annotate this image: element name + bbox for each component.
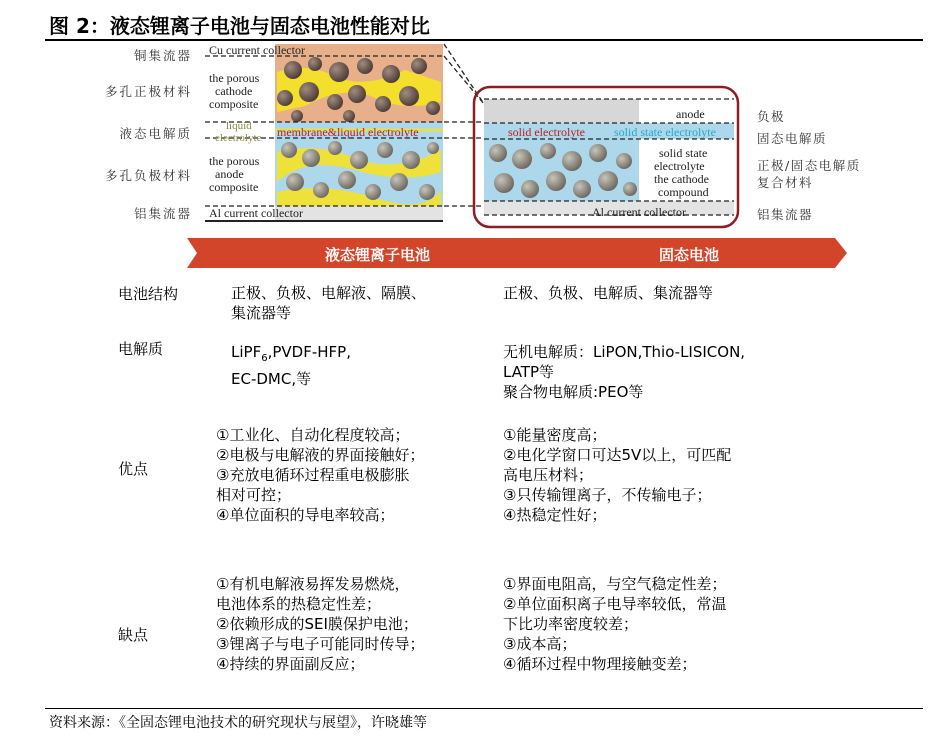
title-rule bbox=[45, 39, 923, 41]
comparison-header-band bbox=[187, 238, 847, 268]
header-liquid-battery: 液态锂离子电池 bbox=[325, 246, 431, 264]
en-al-collector: Al current collector bbox=[209, 206, 303, 220]
label-solid-electrolyte: 固态电解质 bbox=[757, 131, 828, 146]
cell-disadvantages-solid: ①界面电阻高，与空气稳定性差； ②单位面积离子电导率较低，常温 下比功率密度较差； ③成本高； ④循环过程中物理接触变差； bbox=[503, 575, 727, 673]
en-al-collector-right: Al current collector bbox=[592, 205, 686, 219]
en-cathode-3: composite bbox=[209, 97, 259, 111]
label-porous-cathode: 多孔正极材料 bbox=[104, 84, 192, 99]
en-membrane: membrane&liquid electrolyte bbox=[277, 125, 419, 139]
electrolyte-liquid-rest: ,PVDF-HFP, EC-DMC,等 bbox=[231, 343, 351, 388]
en-liquid-2: electrolyte bbox=[215, 132, 262, 144]
en-composite-4: compound bbox=[658, 185, 709, 199]
cell-advantages-solid: ①能量密度高； ②电化学窗口可达5V以上，可匹配 高电压材料； ③只传输锂离子，不传输电子； ④热稳定性好； bbox=[503, 426, 732, 524]
header-solid-battery: 固态电池 bbox=[659, 246, 720, 264]
label-cathode-electrolyte: 正极/固态电解质 bbox=[757, 158, 861, 173]
figure-title: 图 2：液态锂离子电池与固态电池性能对比 bbox=[49, 14, 430, 38]
row-head-advantages: 优点 bbox=[118, 460, 149, 478]
cell-electrolyte-solid: 无机电解质：LiPON,Thio-LISICON, LATP等 聚合物电解质:PEO等 bbox=[503, 343, 746, 401]
en-composite-3: the cathode bbox=[654, 172, 709, 186]
source-note: 资料来源：《全固态锂电池技术的研究现状与展望》，许晓雄等 bbox=[49, 715, 427, 731]
en-composite-2: electrolyte bbox=[654, 159, 705, 173]
en-anode: anode bbox=[676, 107, 705, 121]
en-anode-1: the porous bbox=[209, 154, 260, 168]
en-cathode-1: the porous bbox=[209, 71, 260, 85]
row-head-electrolyte: 电解质 bbox=[118, 340, 164, 358]
label-liquid-electrolyte: 液态电解质 bbox=[119, 126, 192, 141]
cell-structure-liquid: 正极、负极、电解液、隔膜、 集流器等 bbox=[231, 284, 427, 322]
en-anode-2: anode bbox=[215, 167, 244, 181]
cell-advantages-liquid: ①工业化、自动化程度较高； ②电极与电解液的界面接触好； ③充放电循环过程重电极膨胀 相对可控； ④单位面积的导电率较高； bbox=[216, 426, 425, 524]
cell-electrolyte-liquid bbox=[231, 342, 351, 389]
label-al-collector-right: 铝集流器 bbox=[757, 207, 814, 222]
lipf-subscript: 6 bbox=[261, 353, 268, 364]
en-anode-3: composite bbox=[209, 180, 259, 194]
cell-disadvantages-liquid: ①有机电解液易挥发易燃烧， 电池体系的热稳定性差； ②依赖形成的SEI膜保护电池； ③锂离子与电子可能同时传导； ④持续的界面副反应； bbox=[216, 575, 425, 673]
en-solid-electrolyte: solid electrolyte bbox=[508, 125, 585, 139]
label-porous-anode: 多孔负极材料 bbox=[104, 168, 192, 183]
en-composite-1: solid state bbox=[659, 146, 708, 160]
cell-structure-solid: 正极、负极、电解质、集流器等 bbox=[503, 284, 714, 302]
label-cu-collector: 铜集流器 bbox=[133, 48, 192, 63]
label-al-collector: 铝集流器 bbox=[133, 206, 192, 221]
en-cu-collector: Cu current collector bbox=[209, 43, 305, 57]
label-anode: 负极 bbox=[757, 109, 786, 124]
row-head-structure: 电池结构 bbox=[118, 285, 179, 303]
en-liquid-1: liquid bbox=[226, 120, 252, 132]
en-cathode-2: cathode bbox=[215, 84, 253, 98]
lipf-text: LiPF bbox=[231, 343, 262, 361]
row-head-disadvantages: 缺点 bbox=[118, 626, 149, 644]
bottom-rule bbox=[45, 708, 923, 709]
en-solid-state-electrolyte: solid state electrolyte bbox=[614, 125, 716, 139]
label-composite: 复合材料 bbox=[757, 175, 814, 190]
